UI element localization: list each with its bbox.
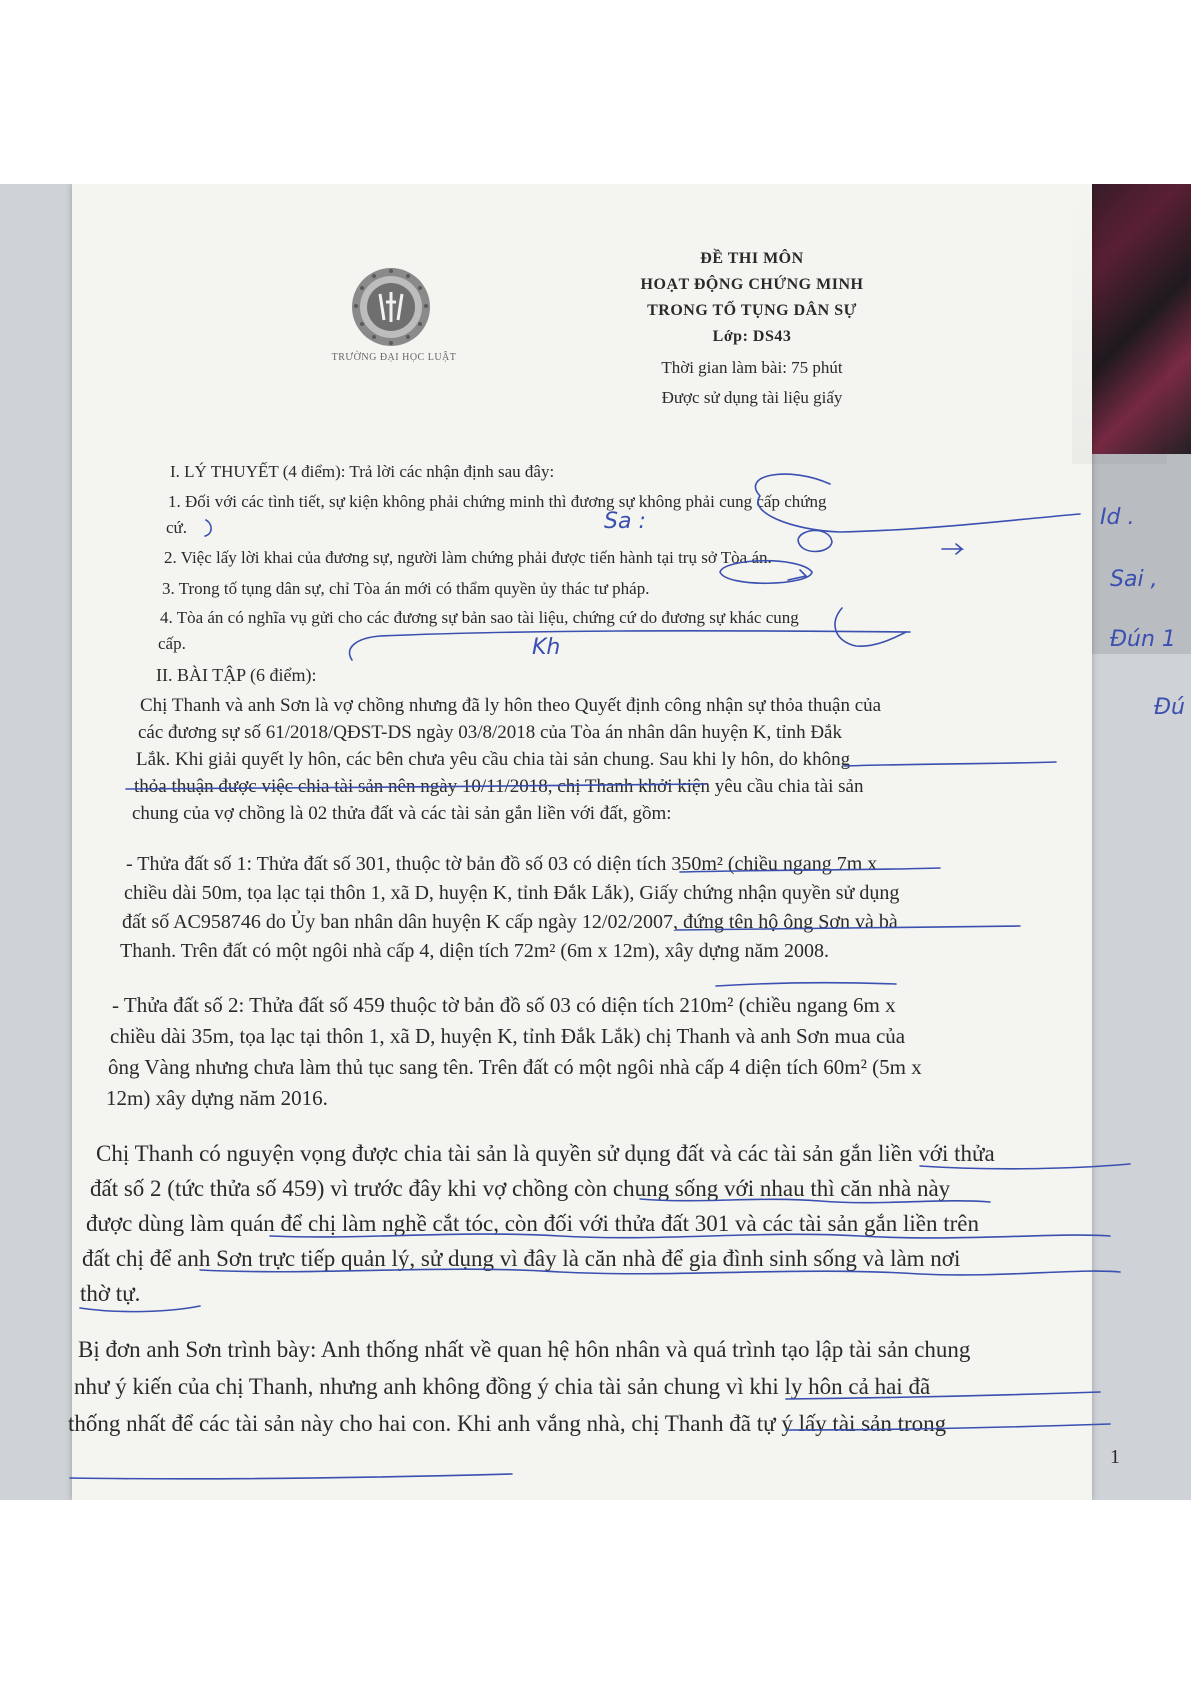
school-logo-icon bbox=[350, 266, 432, 348]
exercise-p1-line-2: các đương sự số 61/2018/QĐST-DS ngày 03/8/2018 của Tòa án nhân dân huyện K, tỉnh Đắk bbox=[138, 722, 842, 743]
exercise-p2-line-3: đất số AC958746 do Ủy ban nhân dân huyện K cấp ngày 12/02/2007, đứng tên hộ ông Sơn và bà bbox=[122, 911, 898, 933]
exercise-p5-line-2: như ý kiến của chị Thanh, nhưng anh không đồng ý chia tài sản chung vì khi ly hôn cả hai đã bbox=[74, 1374, 931, 1399]
exercise-p3-line-3: ông Vàng nhưng chưa làm thủ tục sang tên. Trên đất có một ngôi nhà cấp 4 diện tích 60m² (5m x bbox=[108, 1055, 922, 1079]
school-name: TRƯỜNG ĐẠI HỌC LUẬT bbox=[331, 352, 457, 363]
exam-paper bbox=[68, 184, 1092, 1500]
exam-title-line-3: TRONG TỐ TỤNG DÂN SỰ bbox=[647, 302, 857, 319]
photo-background bbox=[0, 184, 1191, 1500]
theory-question-3: 3. Trong tố tụng dân sự, chỉ Tòa án mới có thẩm quyền ủy thác tư pháp. bbox=[162, 579, 650, 598]
exam-class: Lớp: DS43 bbox=[712, 328, 792, 345]
exercise-p2-line-2: chiều dài 50m, tọa lạc tại thôn 1, xã D, huyện K, tỉnh Đắk Lắk), Giấy chứng nhận quyền sử dụng bbox=[124, 882, 900, 904]
exercise-p1-line-5: chung của vợ chồng là 02 thửa đất và các tài sản gắn liền với đất, gồm: bbox=[132, 803, 672, 824]
exercise-p4-line-4: đất chị để anh Sơn trực tiếp quản lý, sử dụng vì đây là căn nhà để gia đình sinh sống và làm nơi bbox=[82, 1246, 961, 1271]
theory-heading-text: I. LÝ THUYẾT (4 điểm): Trả lời các nhận định sau đây: bbox=[170, 462, 555, 481]
margin-note-1: Id . bbox=[1100, 505, 1135, 530]
exam-materials: Được sử dụng tài liệu giấy bbox=[661, 388, 843, 407]
exercise-p3-line-4: 12m) xây dựng năm 2016. bbox=[106, 1086, 328, 1110]
theory-heading bbox=[170, 456, 554, 487]
exercise-p3-line-2: chiều dài 35m, tọa lạc tại thôn 1, xã D, huyện K, tỉnh Đắk Lắk) chị Thanh và anh Sơn mua của bbox=[110, 1024, 906, 1048]
exercise-p1-line-1: Chị Thanh và anh Sơn là vợ chồng nhưng đã ly hôn theo Quyết định công nhận sự thỏa thuận của bbox=[140, 695, 882, 716]
margin-note-2: Sai , bbox=[1110, 567, 1158, 592]
theory-question-1-cont: cứ. bbox=[166, 518, 188, 537]
exercise-p5-line-3: thống nhất để các tài sản này cho hai con. Khi anh vắng nhà, chị Thanh đã tự ý lấy tài sản trong bbox=[68, 1411, 947, 1436]
exercise-p4-line-2: đất số 2 (tức thửa số 459) vì trước đây khi vợ chồng còn chung sống với nhau thì căn nhà này bbox=[90, 1176, 951, 1201]
exercise-p1-line-4: thỏa thuận được việc chia tài sản nên ngày 10/11/2018, chị Thanh khởi kiện yêu cầu chia tài sản bbox=[134, 776, 864, 797]
exam-time: Thời gian làm bài: 75 phút bbox=[661, 358, 843, 377]
exercise-p5-line-1: Bị đơn anh Sơn trình bày: Anh thống nhất về quan hệ hôn nhân và quá trình tạo lập tài sản chung bbox=[78, 1337, 971, 1362]
exam-title-line-2: HOẠT ĐỘNG CHỨNG MINH bbox=[640, 276, 864, 293]
paper-fold-shadow bbox=[1072, 184, 1167, 464]
theory-question-1: 1. Đối với các tình tiết, sự kiện không phải chứng minh thì đương sự không phải cung cấp chứng bbox=[168, 492, 827, 511]
exercise-p4-line-1: Chị Thanh có nguyện vọng được chia tài sản là quyền sử dụng đất và các tài sản gắn liền với thửa bbox=[96, 1141, 995, 1166]
exercise-p3-line-1: - Thửa đất số 2: Thửa đất số 459 thuộc tờ bản đồ số 03 có diện tích 210m² (chiều ngang 6m x bbox=[112, 993, 896, 1017]
note-sa: Sa : bbox=[604, 509, 646, 534]
exercise-p4-line-3: được dùng làm quán để chị làm nghề cắt tóc, còn đối với thửa đất 301 và các tài sản gắn liền trên bbox=[86, 1211, 979, 1236]
page-number: 1 bbox=[1110, 1446, 1120, 1468]
exercise-p2-line-4: Thanh. Trên đất có một ngôi nhà cấp 4, diện tích 72m² (6m x 12m), xây dựng năm 2008. bbox=[120, 940, 829, 962]
margin-note-4: Đú bbox=[1154, 695, 1185, 720]
exercise-p2-line-1: - Thửa đất số 1: Thửa đất số 301, thuộc tờ bản đồ số 03 có diện tích 350m² (chiều ngang 7m x bbox=[126, 853, 878, 875]
theory-question-4: 4. Tòa án có nghĩa vụ gửi cho các đương sự bản sao tài liệu, chứng cứ do đương sự khác cung bbox=[160, 608, 799, 627]
exercise-p4-line-5: thờ tự. bbox=[80, 1281, 141, 1306]
exercise-heading: II. BÀI TẬP (6 điểm): bbox=[156, 665, 317, 685]
exercise-p1-line-3: Lắk. Khi giải quyết ly hôn, các bên chưa yêu cầu chia tài sản chung. Sau khi ly hôn, do không bbox=[136, 749, 851, 770]
note-kh: Kh bbox=[532, 635, 561, 660]
margin-note-3: Đún 1 bbox=[1110, 627, 1176, 652]
theory-question-4-cont: cấp. bbox=[158, 634, 186, 653]
background-surface bbox=[1085, 454, 1191, 654]
exam-title-line-1: ĐỀ THI MÔN bbox=[700, 250, 804, 267]
theory-question-2: 2. Việc lấy lời khai của đương sự, người làm chứng phải được tiến hành tại trụ sở Tòa án. bbox=[164, 548, 772, 567]
